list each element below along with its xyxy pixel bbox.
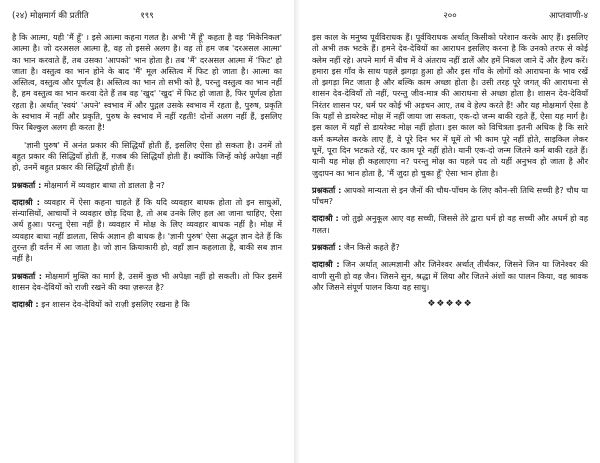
left-paragraph-5 <box>12 271 282 294</box>
paragraph-text: जैन किसे कहते हैं? <box>343 242 400 253</box>
left-paragraph-1 <box>12 32 282 134</box>
paragraph-text: मोक्षमार्ग में व्यवहार बाधा तो डालता है न? <box>43 179 165 190</box>
right-paragraph-4 <box>312 242 588 253</box>
speaker-label: दादाश्री : <box>312 259 340 270</box>
speaker-label: दादाश्री : <box>12 299 39 310</box>
right-paragraph-5 <box>312 259 588 293</box>
paragraph-text: आपको मान्यता से इन जैनों की चौथ-पाँचम के लिए कौन-सी तिथि सच्ची है? चौथ या पाँचम? <box>312 184 588 207</box>
right-paragraph-2 <box>312 185 588 208</box>
left-paragraph-4 <box>12 197 282 265</box>
right-paragraph-1 <box>312 32 588 179</box>
paragraph-text: है कि आत्मा, यही 'मैं हूँ' । इसे आत्मा कहना गलत है। अभी 'मैं हूँ' कहता है वह 'मिकेनिकल' आत्मा है। जो दरअसल आत्मा है, वह तो इससे अलग है। वह तो हम जब 'दरअसल आत्मा' का भान करवाते हैं, तब उसका 'आपको' भान होता है। तब 'मैं' दरअसल आत्मा में 'फिट' हो जाता है। वस्तुत्व का भान होने के बाद 'मैं' मूल अस्तित्व में फिट हो जाता है। आत्मा का अस्तित्व, वस्तुत्व और पूर्णत्व है। अस्तित्व का भान तो सभी को है, परन्तु वस्तुत्व का भान नहीं है, हम वस्तुत्व का भान करवा देते हैं तब वह 'खुद' 'खुद' में फिट हो जाता है, फिर पूर्णत्व होता रहता है। अर्थात् 'स्वयं' 'अपने' स्वभाव में और पुद्गल उसके स्वभाव में रहता है, पुरुष, प्रकृति के स्वभाव में नहीं और प्रकृति, पुरुष के स्वभाव में नहीं रहती! दोनों अलग नहीं हैं, इसलिए फिर बिल्कुल अलग ही करता है! <box>12 32 282 133</box>
paragraph-text: जिन अर्थात् आत्मज्ञानी और जिनेश्वर अर्थात् तीर्थंकर, जिसने जिन या जिनेश्वर की वाणी सुनी हो वह जैन। जिसने सुन, श्रद्धा में लिया और जितने अंशों का पालन किया, वह श्रावक और जिसने संपूर्ण पालन किया वह साधु। <box>312 259 589 292</box>
right-paragraph-3 <box>312 213 588 236</box>
left-page <box>0 0 294 463</box>
paragraph-text: इन शासन देव-देवियों को राज़ी इसलिए रखना है कि <box>41 299 190 310</box>
right-page-number: २०० <box>443 11 457 21</box>
paragraph-text: जो तुझे अनुकूल आए वह सच्ची, जिससे तेरे द्वारा धर्म हो वह सच्ची और अधर्म हो वह गलत। <box>312 213 589 235</box>
right-page <box>300 0 600 463</box>
speaker-label: दादाश्री : <box>12 196 41 207</box>
section-end-ornament: ❖❖❖❖❖ <box>427 299 473 310</box>
right-page-header <box>312 10 588 24</box>
paragraph-text: इस काल के मनुष्य पूर्वविराधक हैं। पूर्वविराधक अर्थात् किसीको परेशान करके आए हैं। इसलिए तो अभी तक भटके हैं। हमने देव-देवियों का आराधन इसलिए करना है कि उनको तरफ से कोई क्लेम नहीं रहे। अपने मार्ग में बीच में वे अंतराय नहीं डालें और हमें निकल जाने दें और हैल्प करें। हमारा इस गाँव के साथ पहले झगड़ा हुआ हो और इस गाँव के लोगों को आराधना के भाव रखें तो झगड़ा मिट जाता है और बल्कि काम अच्छा होता है। उसी तरह पूरे जगत् की आराधना से शासन देव-देवियाँ तो नहीं, परन्तु जीव-मात्र की आराधना से अच्छा होता है। शासन देव-देवियाँ निरंतर शासन पर, धर्म पर कोई भी अड़चन आए, तब वे हेल्प करते हैं! और यह मोक्षमार्ग ऐसा है कि यहाँ से डायरेक्ट मोक्ष में नहीं जाया जा सकता, एक-दो जन्म बाकी रहते हैं, ऐसा यह मार्ग है। इस काल में यहाँ से डायरेक्ट मोक्ष नहीं होता। इस काल को विचित्रता इतनी अधिक है कि सारे कर्म कम्प्लेस करके लाए हैं, वे पूरे दिन भर में घूमें तो भी काम पूरे नहीं होते, साइकिल लेकर घूमें, पूरा दिन भटकते रहें, पर काम पूरे नहीं होते। यानी एक-दो जन्म जितने कर्म बाकी रहते हैं। यानी यह मोक्ष ही कहलाएगा न? परन्तु मोक्ष का पहले पद तो यहीं अनुभव हो जाता है और जुदापन का भान होता है, 'मैं जुदा हो चुका हूँ' ऐसा भान होता है। <box>312 32 588 178</box>
left-page-header <box>12 10 282 24</box>
left-paragraph-6 <box>12 299 282 310</box>
left-running-title: (२४) मोक्षमार्ग की प्रतीति <box>12 11 89 21</box>
paragraph-text: व्यवहार में ऐसा कहना चाहते हैं कि यदि व्यवहार बाधक होता तो इन साधुओं, संन्यासियों, आचार्यों ने व्यवहार छोड़ दिया है, तो अब उनके लिए हल आ जाना चाहिए, ऐसा अर्थ हुआ। परन्तु ऐसा नहीं है। व्यवहार में मोक्ष के लिए व्यवहार बाधक नहीं है। मोक्ष में व्यवहार बाधा नहीं डालता, सिर्फ अज्ञान ही बाधक है। 'ज्ञानी पुरुष' ऐसा अद्भुत ज्ञान देते हैं कि तुरन्त ही वर्तन में आ जाता है। जो ज्ञान क्रियाकारी हो, वहाँ ज्ञान कहलाता है, बाकी सब ज्ञान नहीं है। <box>12 196 283 264</box>
left-page-number: १९९ <box>140 11 154 21</box>
right-running-title: आप्तवाणी-४ <box>549 11 588 21</box>
left-paragraph-2 <box>12 140 282 174</box>
speaker-label: प्रश्नकर्ता : <box>312 242 342 253</box>
speaker-label: प्रश्नकर्ता : <box>312 184 342 195</box>
paragraph-text: 'ज्ञानी पुरुष' में अनंत प्रकार की सिद्धियाँ होती हैं, इसलिए ऐसा हो सकता है। उनमें तो बहुत प्रकार की सिद्धियाँ होती हैं, गजब की सिद्धियाँ होती हैं। क्योंकि जिन्हें कोई अपेक्षा नहीं हो, उनमें बहुत प्रकार की सिद्धियाँ होती हैं। <box>12 139 282 173</box>
paragraph-text: मोक्षमार्ग मुक्ति का मार्ग है, उसमें कुछ भी अपेक्षा नहीं हो सकती। तो फिर इसमें शासन देव-देवियों को राजी रखने की क्या ज़रूरत है? <box>12 270 282 292</box>
speaker-label: प्रश्नकर्ता : <box>12 179 42 190</box>
left-paragraph-3 <box>12 180 282 191</box>
speaker-label: प्रश्नकर्ता : <box>12 270 42 281</box>
speaker-label: दादाश्री : <box>312 213 339 224</box>
